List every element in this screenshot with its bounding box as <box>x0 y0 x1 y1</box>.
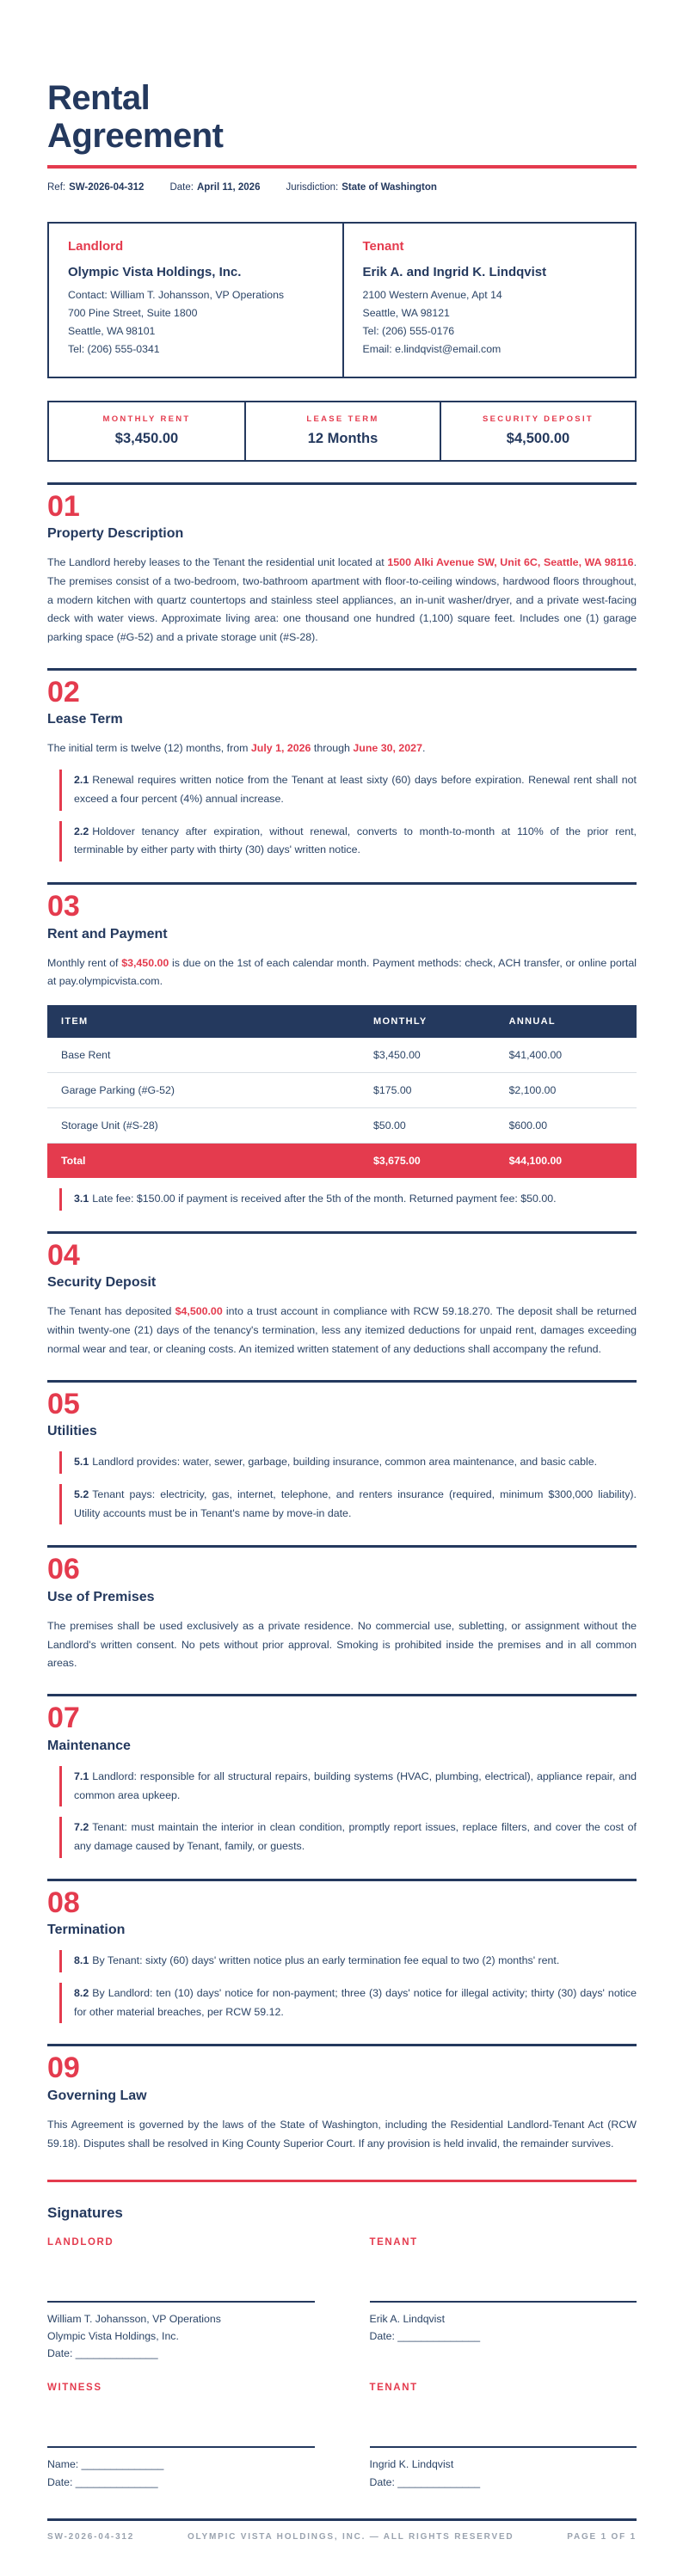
section-number: 04 <box>47 1238 80 1272</box>
text-run: Tenant: must maintain the interior in clean condition, promptly report issues, replace filters, and cover the cost of any damage caused by Tenant, family, or guests. <box>74 1821 637 1852</box>
section-04 <box>47 1231 637 1359</box>
signature-detail-line: Olympic Vista Holdings, Inc. <box>47 2329 179 2342</box>
section-title: Property Description <box>47 526 184 542</box>
signature-detail-line: Date: ______________ <box>47 2347 158 2360</box>
text-run: This Agreement is governed by the laws of the State of Washington, including the Residential Landlord-Tenant Act (RCW 59.18). Disputes shall be resolved in King County Superior Court. If any provision is held invalid, the remainder survives. <box>47 2119 637 2150</box>
signature-detail-line: Ingrid K. Lindqvist <box>369 2458 454 2471</box>
rent-table-header-cell: ANNUAL <box>495 1005 637 1038</box>
text-run: By Landlord: ten (10) days' notice for non-payment; three (3) days' notice for illegal activity; thirty (30) days' notice for other material breaches, per RCW 59.12. <box>74 1987 637 2018</box>
meta-date <box>169 182 260 193</box>
section-title: Governing Law <box>47 2088 147 2104</box>
clause-5-1 <box>59 1451 637 1474</box>
sections-container <box>47 482 637 2154</box>
section-08 <box>47 1879 637 2024</box>
table-cell: $50.00 <box>360 1108 495 1144</box>
section-title: Lease Term <box>47 712 123 727</box>
rent-table-header-cell: ITEM <box>47 1005 360 1038</box>
highlight-value: $3,450.00 <box>121 956 169 969</box>
clause-2-1 <box>59 770 637 810</box>
table-cell: $600.00 <box>495 1108 637 1144</box>
text-run: The initial term is twelve (12) months, from <box>47 742 251 755</box>
signature-line <box>370 2248 637 2303</box>
signature-block-witness <box>47 2383 315 2491</box>
summary-value: $3,450.00 <box>114 430 179 446</box>
parties-box <box>47 222 637 378</box>
signature-detail-line: Date: ______________ <box>47 2475 158 2488</box>
text-run: . The premises consist of a two-bedroom, two-bathroom apartment with floor-to-ceiling windows, hardwood floors throughout, a modern kitchen with quartz countertops and stainless steel appliances, an in-unit washer/dryer, and a private west-facing deck with water views. Approximate living area: one thousand one hundred (1,100) square feet. Includes one (1) garage parking space (#G-52) and a private storage unit (#S-28). <box>47 556 637 644</box>
section-01 <box>47 482 637 647</box>
clause-number: 3.1 <box>74 1193 89 1205</box>
table-cell: $175.00 <box>360 1073 495 1108</box>
text-run: through <box>311 742 354 755</box>
table-total-cell: $44,100.00 <box>495 1144 637 1179</box>
party-detail-line: Seattle, WA 98101 <box>68 325 156 338</box>
party-name: Erik A. and Ingrid K. Lindqvist <box>362 265 547 279</box>
summary-strip <box>47 401 637 462</box>
clause-3-1 <box>59 1188 637 1211</box>
section-paragraph <box>47 554 637 647</box>
rent-table-body <box>47 1038 637 1178</box>
party-detail-line: Tel: (206) 555-0341 <box>68 343 160 356</box>
ref-label: Ref: <box>47 182 66 193</box>
party-landlord <box>49 224 342 377</box>
section-title: Security Deposit <box>47 1275 157 1291</box>
date-label: Date: <box>169 182 194 193</box>
party-detail-line: Tel: (206) 555-0176 <box>362 325 455 338</box>
clause-number: 7.1 <box>74 1769 89 1782</box>
section-title: Use of Premises <box>47 1590 155 1605</box>
text-run: Landlord: responsible for all structural repairs, building systems (HVAC, plumbing, electrical), appliance repair, and common area upkeep. <box>74 1769 637 1801</box>
summary-label: MONTHLY RENT <box>102 414 191 424</box>
signature-detail-line: William T. Johansson, VP Operations <box>47 2312 221 2325</box>
section-paragraph <box>47 1303 637 1359</box>
section-paragraph <box>47 1617 637 1673</box>
text-run: . <box>421 742 426 755</box>
highlight-value: July 1, 2026 <box>250 742 311 755</box>
text-run: into a trust account in compliance with RCW 59.18.270. The deposit shall be returned within twenty-one (21) days of the tenancy's termination, less any itemized deductions for unpaid rent, damages exceeding normal wear and tear, or cleaning costs. An itemized written statement of any deductions shall accompany the refund. <box>47 1305 637 1355</box>
section-title: Rent and Payment <box>47 926 168 941</box>
table-total-cell: Total <box>47 1144 360 1179</box>
summary-cell <box>49 402 244 460</box>
section-number: 06 <box>47 1553 80 1586</box>
text-run: Tenant pays: electricity, gas, internet, telephone, and renters insurance (required, minimum $300,000 liability). Utility accounts must be in Tenant's name by move-in date. <box>74 1487 637 1519</box>
clause-2-2 <box>59 821 637 862</box>
clause-number: 2.1 <box>74 774 89 787</box>
text-run: Late fee: $150.00 if payment is received after the 5th of the month. Returned payment fee: $50.00. <box>92 1193 557 1205</box>
party-role-label: Tenant <box>362 239 404 254</box>
party-role-label: Landlord <box>68 239 124 254</box>
signature-detail-line: Date: ______________ <box>369 2329 481 2342</box>
text-run: Monthly rent of <box>47 956 122 969</box>
section-title: Maintenance <box>47 1738 131 1753</box>
table-cell: Storage Unit (#S-28) <box>47 1108 360 1144</box>
section-number: 01 <box>47 489 80 523</box>
table-total-row <box>47 1144 637 1179</box>
table-row <box>47 1108 637 1144</box>
meta-ref <box>47 182 144 193</box>
clause-number: 2.2 <box>74 825 89 837</box>
summary-cell <box>440 402 635 460</box>
signature-role-label: WITNESS <box>47 2383 102 2394</box>
party-detail-line: 2100 Western Avenue, Apt 14 <box>362 289 502 301</box>
text-run: is due on the 1st of each calendar month. Payment methods: check, ACH transfer, or online portal at pay.olympicvista.com. <box>47 956 637 988</box>
section-title: Utilities <box>47 1424 97 1439</box>
rent-table <box>47 1005 637 1178</box>
signature-detail-line: Erik A. Lindqvist <box>369 2312 445 2325</box>
highlight-value: June 30, 2027 <box>353 742 422 755</box>
clause-5-2 <box>59 1484 637 1524</box>
clause-number: 8.1 <box>74 1954 89 1967</box>
party-detail-line: 700 Pine Street, Suite 1800 <box>68 307 198 320</box>
table-cell: $41,400.00 <box>495 1038 637 1073</box>
section-paragraph <box>47 2116 637 2153</box>
summary-label: LEASE TERM <box>306 414 379 424</box>
clause-7-1 <box>59 1766 637 1806</box>
section-09 <box>47 2044 637 2153</box>
section-title: Termination <box>47 1923 126 1938</box>
table-cell: Garage Parking (#G-52) <box>47 1073 360 1108</box>
signature-role-label: TENANT <box>369 2236 418 2248</box>
section-number: 05 <box>47 1387 80 1420</box>
section-02 <box>47 668 637 862</box>
jurisdiction-value: State of Washington <box>342 182 437 193</box>
clause-number: 5.2 <box>74 1487 89 1500</box>
party-tenant <box>342 224 636 377</box>
text-run: The Tenant has deposited <box>47 1305 175 1318</box>
footer-ref: SW-2026-04-312 <box>47 2531 135 2542</box>
signature-line <box>47 2248 315 2303</box>
section-paragraph <box>47 954 637 991</box>
clause-8-2 <box>59 1983 637 2023</box>
section-number: 08 <box>47 1886 80 1919</box>
table-row <box>47 1038 637 1073</box>
table-row <box>47 1073 637 1108</box>
signature-detail-line: Name: ______________ <box>47 2458 164 2471</box>
signatures-grid <box>47 2237 637 2491</box>
clause-number: 8.2 <box>74 1987 89 2000</box>
party-name: Olympic Vista Holdings, Inc. <box>68 265 242 279</box>
section-number: 02 <box>47 675 80 708</box>
text-run: By Tenant: sixty (60) days' written notice plus an early termination fee equal to two (2) months' rent. <box>92 1954 560 1967</box>
table-cell: $2,100.00 <box>495 1073 637 1108</box>
ref-value: SW-2026-04-312 <box>69 182 145 193</box>
clause-number: 7.2 <box>74 1821 89 1834</box>
rent-table-header-row <box>47 1005 637 1038</box>
summary-value: $4,500.00 <box>506 430 570 446</box>
signature-block-landlord <box>47 2237 315 2363</box>
signature-detail-line: Date: ______________ <box>369 2475 481 2488</box>
section-07 <box>47 1694 637 1858</box>
signature-role-label: TENANT <box>369 2383 418 2394</box>
highlight-value: $4,500.00 <box>175 1305 223 1318</box>
party-detail-line: Contact: William T. Johansson, VP Operations <box>68 289 285 301</box>
highlight-value: 1500 Alki Avenue SW, Unit 6C, Seattle, WA 98116 <box>387 556 634 569</box>
signatures-divider <box>47 2180 637 2182</box>
section-number: 09 <box>47 2052 80 2085</box>
rent-table-head <box>47 1005 637 1038</box>
section-03 <box>47 882 637 1211</box>
clause-number: 5.1 <box>74 1456 89 1469</box>
signatures-heading: Signatures <box>47 2204 123 2221</box>
section-number: 03 <box>47 889 80 923</box>
page-title: Rental Agreement <box>47 79 224 155</box>
date-value: April 11, 2026 <box>196 182 261 193</box>
section-paragraph <box>47 739 637 758</box>
rent-table-header-cell: MONTHLY <box>360 1005 495 1038</box>
table-cell: Base Rent <box>47 1038 360 1073</box>
section-number: 07 <box>47 1702 80 1735</box>
text-run: The Landlord hereby leases to the Tenant the residential unit located at <box>47 556 388 569</box>
signature-role-label: LANDLORD <box>47 2236 114 2248</box>
table-total-cell: $3,675.00 <box>360 1144 495 1179</box>
page-footer <box>47 2518 637 2542</box>
text-run: Landlord provides: water, sewer, garbage, building insurance, common area maintenance, and basic cable. <box>92 1456 598 1469</box>
meta-jurisdiction <box>286 182 436 193</box>
party-detail-line: Email: e.lindqvist@email.com <box>362 343 501 356</box>
document-meta <box>47 182 637 193</box>
jurisdiction-label: Jurisdiction: <box>286 182 339 193</box>
footer-copyright: OLYMPIC VISTA HOLDINGS, INC. — ALL RIGHTS RESERVED <box>187 2531 514 2542</box>
signature-block-tenant <box>370 2383 637 2491</box>
summary-label: SECURITY DEPOSIT <box>482 414 594 424</box>
text-run: The premises shall be used exclusively as a private residence. No commercial use, subletting, or assignment without the Landlord's written consent. No pets without prior approval. Smoking is prohibited inside the premises and in all common areas. <box>47 1620 637 1670</box>
text-run: Renewal requires written notice from the Tenant at least sixty (60) days before expiration. Renewal rent shall not exceed a four percent (4%) annual increase. <box>74 774 637 805</box>
signature-line <box>370 2393 637 2448</box>
signature-block-tenant <box>370 2237 637 2363</box>
text-run: Holdover tenancy after expiration, without renewal, converts to month-to-month at 110% of the prior rent, terminable by either party with thirty (30) days' written notice. <box>74 825 637 856</box>
clause-8-1 <box>59 1950 637 1972</box>
section-06 <box>47 1545 637 1673</box>
summary-value: 12 Months <box>307 430 378 446</box>
summary-cell <box>244 402 440 460</box>
section-05 <box>47 1380 637 1525</box>
signature-line <box>47 2393 315 2448</box>
party-detail-line: Seattle, WA 98121 <box>362 307 450 320</box>
clause-7-2 <box>59 1817 637 1857</box>
table-cell: $3,450.00 <box>360 1038 495 1073</box>
title-divider <box>47 165 637 169</box>
footer-page-number: PAGE 1 OF 1 <box>567 2531 637 2542</box>
